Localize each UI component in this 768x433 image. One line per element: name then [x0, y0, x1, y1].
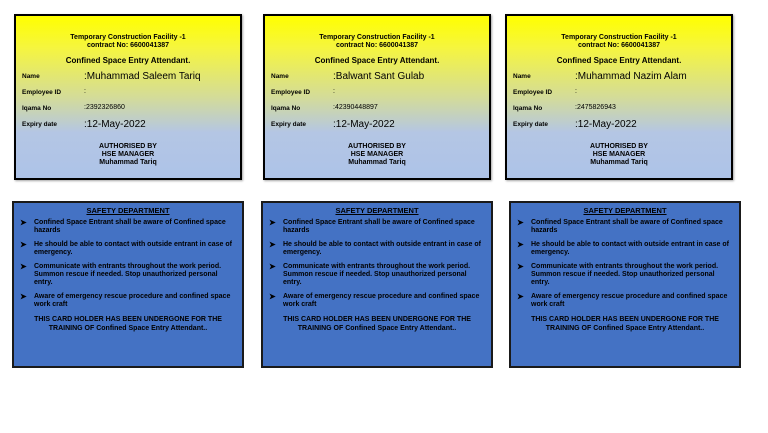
arrow-bullet-icon: ➤	[517, 218, 524, 227]
id-card-front	[263, 14, 491, 180]
field-label: Iqama No	[271, 105, 301, 112]
contract-number: contract No: 6600041387	[86, 42, 170, 49]
authorisation-block	[16, 143, 240, 167]
field-value: :Muhammad Saleem Tariq	[84, 71, 201, 82]
id-card-front	[505, 14, 733, 180]
field-label: Expiry date	[22, 121, 58, 128]
duty-text: He should be able to contact with outside entrant in case of emergency.	[34, 241, 232, 256]
duty-text: Aware of emergency rescue procedure and confined space work craft	[283, 293, 480, 308]
contract-number: contract No: 6600041387	[335, 42, 419, 49]
field-label: Employee ID	[22, 89, 62, 96]
facility-name: Temporary Construction Facility -1	[70, 34, 186, 41]
manager-title: HSE MANAGER	[101, 151, 155, 158]
field-label: Employee ID	[513, 89, 553, 96]
duty-item	[20, 241, 236, 257]
safety-department-title: SAFETY DEPARTMENT	[335, 206, 419, 215]
card-header	[16, 34, 240, 50]
field-row	[513, 117, 731, 133]
duty-item	[517, 293, 733, 309]
manager-name: Muhammad Tariq	[590, 159, 648, 166]
arrow-bullet-icon: ➤	[517, 240, 524, 249]
field-value: :Balwant Sant Gulab	[333, 71, 425, 82]
field-value: :2475826943	[575, 104, 616, 111]
duty-item	[517, 263, 733, 287]
arrow-bullet-icon: ➤	[20, 240, 27, 249]
manager-title: HSE MANAGER	[350, 151, 404, 158]
facility-name: Temporary Construction Facility -1	[561, 34, 677, 41]
arrow-bullet-icon: ➤	[269, 292, 276, 301]
duty-text: He should be able to contact with outside entrant in case of emergency.	[283, 241, 481, 256]
field-row	[271, 69, 489, 85]
manager-title: HSE MANAGER	[592, 151, 646, 158]
field-value: :	[575, 88, 577, 95]
facility-name: Temporary Construction Facility -1	[319, 34, 435, 41]
card-header	[507, 34, 731, 50]
duty-item	[20, 293, 236, 309]
id-card-back	[509, 201, 741, 368]
field-row	[271, 101, 489, 117]
arrow-bullet-icon: ➤	[517, 292, 524, 301]
field-row	[271, 85, 489, 101]
arrow-bullet-icon: ➤	[269, 262, 276, 271]
duty-item	[20, 263, 236, 287]
duty-item	[269, 293, 485, 309]
duty-text: Confined Space Entrant shall be aware of Confined space hazards	[283, 219, 475, 234]
training-statement: THIS CARD HOLDER HAS BEEN UNDERGONE FOR THE TRAINING OF Confined Space Entry Attendant..	[34, 316, 222, 332]
duty-text: Communicate with entrants throughout the work period. Summon rescue if needed. Stop unauthorized personal entry.	[283, 263, 471, 286]
duty-text: Communicate with entrants throughout the work period. Summon rescue if needed. Stop unauthorized personal entry.	[34, 263, 222, 286]
field-value: :Muhammad Nazim Alam	[575, 71, 687, 82]
field-value: :12-May-2022	[575, 119, 637, 130]
manager-name: Muhammad Tariq	[348, 159, 406, 166]
safety-department-title: SAFETY DEPARTMENT	[583, 206, 667, 215]
field-label: Iqama No	[513, 105, 543, 112]
field-row	[22, 117, 240, 133]
authorised-by: AUTHORISED BY	[348, 143, 406, 150]
field-row	[513, 101, 731, 117]
field-row	[22, 85, 240, 101]
duties-list	[14, 219, 242, 309]
duty-text: Communicate with entrants throughout the work period. Summon rescue if needed. Stop unauthorized personal entry.	[531, 263, 719, 286]
role-title: Confined Space Entry Attendant.	[556, 56, 682, 65]
authorised-by: AUTHORISED BY	[99, 143, 157, 150]
field-value: :	[84, 88, 86, 95]
training-statement: THIS CARD HOLDER HAS BEEN UNDERGONE FOR THE TRAINING OF Confined Space Entry Attendant..	[283, 316, 471, 332]
field-value: :2392326860	[84, 104, 125, 111]
field-label: Expiry date	[513, 121, 549, 128]
field-label: Name	[271, 73, 289, 80]
field-label: Employee ID	[271, 89, 311, 96]
safety-department-title: SAFETY DEPARTMENT	[86, 206, 170, 215]
role-title: Confined Space Entry Attendant.	[65, 56, 191, 65]
authorisation-block	[507, 143, 731, 167]
duty-item	[517, 241, 733, 257]
arrow-bullet-icon: ➤	[20, 262, 27, 271]
authorisation-block	[265, 143, 489, 167]
field-row	[22, 69, 240, 85]
duties-list	[511, 219, 739, 309]
duty-item	[269, 241, 485, 257]
arrow-bullet-icon: ➤	[269, 240, 276, 249]
field-row	[513, 85, 731, 101]
duty-item	[517, 219, 733, 235]
contract-number: contract No: 6600041387	[577, 42, 661, 49]
authorised-by: AUTHORISED BY	[590, 143, 648, 150]
arrow-bullet-icon: ➤	[269, 218, 276, 227]
duty-text: Confined Space Entrant shall be aware of Confined space hazards	[531, 219, 723, 234]
duty-text: Aware of emergency rescue procedure and confined space work craft	[34, 293, 231, 308]
arrow-bullet-icon: ➤	[20, 292, 27, 301]
card-fields	[507, 69, 731, 133]
training-statement: THIS CARD HOLDER HAS BEEN UNDERGONE FOR THE TRAINING OF Confined Space Entry Attendant..	[531, 316, 719, 332]
id-card-back	[12, 201, 244, 368]
field-label: Name	[22, 73, 40, 80]
field-label: Expiry date	[271, 121, 307, 128]
id-card-front	[14, 14, 242, 180]
duty-text: He should be able to contact with outside entrant in case of emergency.	[531, 241, 729, 256]
card-header	[265, 34, 489, 50]
field-value: :12-May-2022	[333, 119, 395, 130]
duty-item	[269, 263, 485, 287]
arrow-bullet-icon: ➤	[20, 218, 27, 227]
card-fields	[265, 69, 489, 133]
field-row	[271, 117, 489, 133]
duty-item	[269, 219, 485, 235]
field-label: Name	[513, 73, 531, 80]
role-title: Confined Space Entry Attendant.	[314, 56, 440, 65]
field-label: Iqama No	[22, 105, 52, 112]
manager-name: Muhammad Tariq	[99, 159, 157, 166]
arrow-bullet-icon: ➤	[517, 262, 524, 271]
field-row	[22, 101, 240, 117]
field-value: :	[333, 88, 335, 95]
field-value: :12-May-2022	[84, 119, 146, 130]
duty-item	[20, 219, 236, 235]
field-row	[513, 69, 731, 85]
duty-text: Aware of emergency rescue procedure and confined space work craft	[531, 293, 728, 308]
field-value: :42390448897	[333, 104, 378, 111]
duty-text: Confined Space Entrant shall be aware of Confined space hazards	[34, 219, 226, 234]
duties-list	[263, 219, 491, 309]
card-fields	[16, 69, 240, 133]
id-card-back	[261, 201, 493, 368]
